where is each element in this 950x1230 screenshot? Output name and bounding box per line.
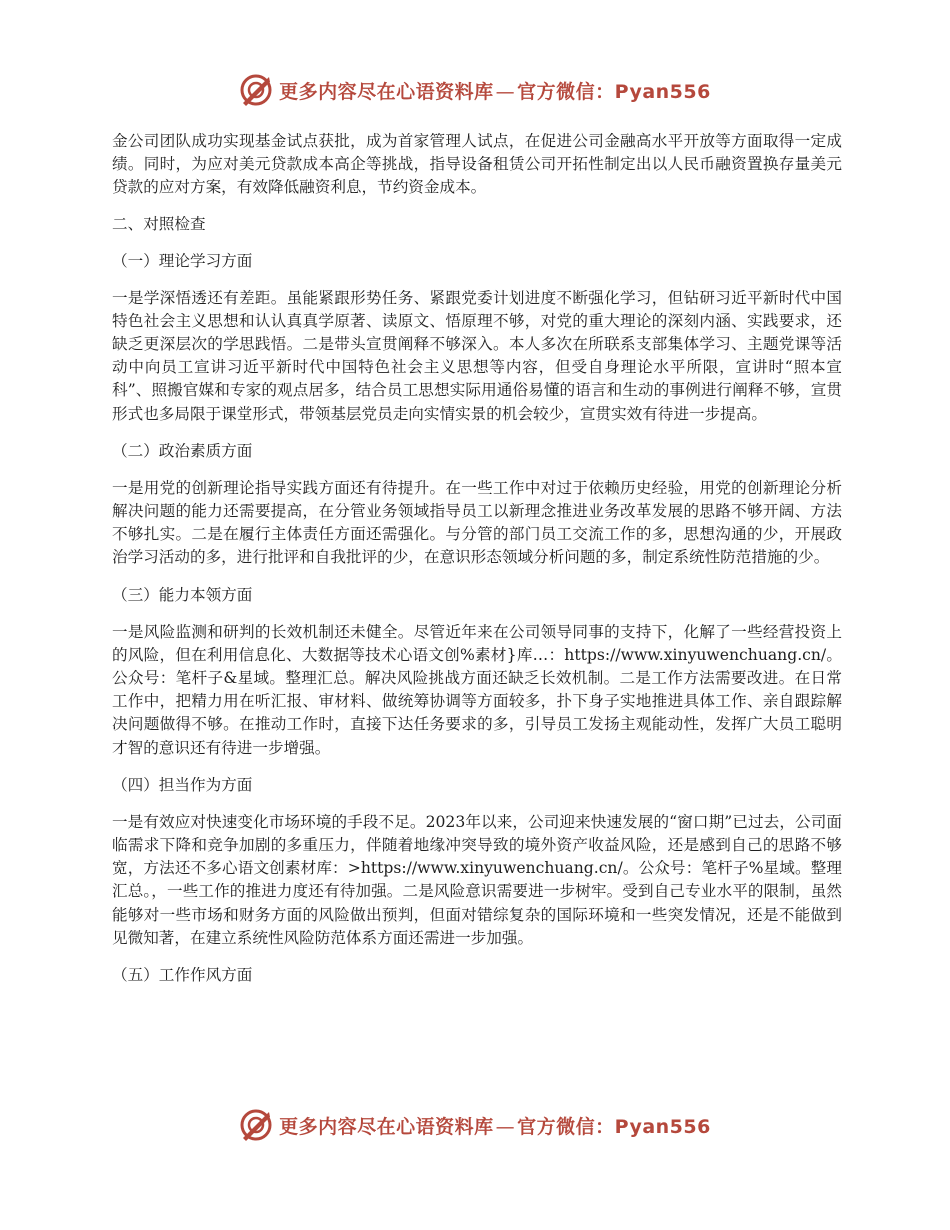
header-banner xyxy=(0,70,950,110)
banner-separator: — xyxy=(495,80,516,103)
banner-separator: — xyxy=(495,1115,516,1138)
banner-main-text: 更多内容尽在心语资料库 xyxy=(279,80,494,103)
paragraph-intro: 金公司团队成功实现基金试点获批，成为首家管理人试点，在促进公司金融高水平开放等方面取得一定成绩。同时，为应对美元贷款成本高企等挑战，指导设备租赁公司开拓性制定出以人民币融资置换存量美元贷款的应对方案，有效降低融资利息，节约资金成本。 xyxy=(112,132,842,197)
subheading-responsibility: （四）担当作为方面 xyxy=(112,775,253,794)
footer-banner xyxy=(0,1105,950,1145)
subheading-ability: （三）能力本领方面 xyxy=(112,585,253,604)
subheading-theory: （一）理论学习方面 xyxy=(112,251,253,270)
banner-wechat: 官方微信：Pyan556 xyxy=(517,1115,711,1138)
subheading-workstyle: （五）工作作风方面 xyxy=(112,966,253,985)
banner-main-text: 更多内容尽在心语资料库 xyxy=(279,1115,494,1138)
paragraph-ability: 一是风险监测和研判的长效机制还未健全。尽管近年来在公司领导同事的支持下，化解了一些经营投资上的风险，但在利用信息化、大数据等技术心语文创%素材}库…：https://www.xinyuwenchuang.cn/。公众号：笔杆子&星域。整理汇总。解决风险挑战方面还缺乏长效机制。二是工作方法需要改进。在日常工作中，把精力用在听汇报、审材料、做统筹协调等方面较多，扑下身子实地推进具体工作、亲自跟踪解决问题做得不够。在推动工作时，直接下达任务要求的多，引导员工发扬主观能动性，发挥广大员工聪明才智的意识还有待进一步增强。 xyxy=(112,622,842,757)
subheading-political: （二）政治素质方面 xyxy=(112,441,253,460)
paragraph-responsibility: 一是有效应对快速变化市场环境的手段不足。2023年以来，公司迎来快速发展的“窗口期”已过去，公司面临需求下降和竞争加剧的多重压力，伴随着地缘冲突导致的境外资产收益风险，还是感到自己的思路不够宽，方法还不多心语文创素材库：>https://www.xinyuwenchuang.cn/。公众号：笔杆子%星域。整理汇总。，一些工作的推进力度还有待加强。二是风险意识需要进一步树牢。受到自己专业水平的限制，虽然能够对一些市场和财务方面的风险做出预判，但面对错综复杂的国际环境和一些突发情况，还是不能做到见微知著，在建立系统性风险防范体系方面还需进一步加强。 xyxy=(112,812,842,947)
logo-icon xyxy=(239,1108,273,1142)
document-body xyxy=(112,130,842,1001)
paragraph-theory: 一是学深悟透还有差距。虽能紧跟形势任务、紧跟党委计划进度不断强化学习，但钻研习近平新时代中国特色社会主义思想和认认真真学原著、读原文、悟原理不够，对党的重大理论的深刻内涵、实践要求，还缺乏更深层次的学思践悟。二是带头宣贯阐释不够深入。本人多次在所联系支部集体学习、主题党课等活动中向员工宣讲习近平新时代中国特色社会主义思想等内容，但受自身理论水平所限，宣讲时“照本宣科”、照搬官媒和专家的观点居多，结合员工思想实际用通俗易懂的语言和生动的事例进行阐释不够，宣贯形式也多局限于课堂形式，带领基层党员走向实情实景的机会较少，宣贯实效有待进一步提高。 xyxy=(112,288,842,423)
banner-wechat: 官方微信：Pyan556 xyxy=(517,80,711,103)
paragraph-political: 一是用党的创新理论指导实践方面还有待提升。在一些工作中对过于依赖历史经验，用党的创新理论分析解决问题的能力还需要提高，在分管业务领域指导员工以新理念推进业务改革发展的思路不够开阔、方法不够扎实。二是在履行主体责任方面还需强化。与分管的部门员工交流工作的多，思想沟通的少，开展政治学习活动的多，进行批评和自我批评的少，在意识形态领域分析问题的多，制定系统性防范措施的少。 xyxy=(112,478,842,567)
section-heading: 二、对照检查 xyxy=(112,214,206,233)
logo-icon xyxy=(239,73,273,107)
